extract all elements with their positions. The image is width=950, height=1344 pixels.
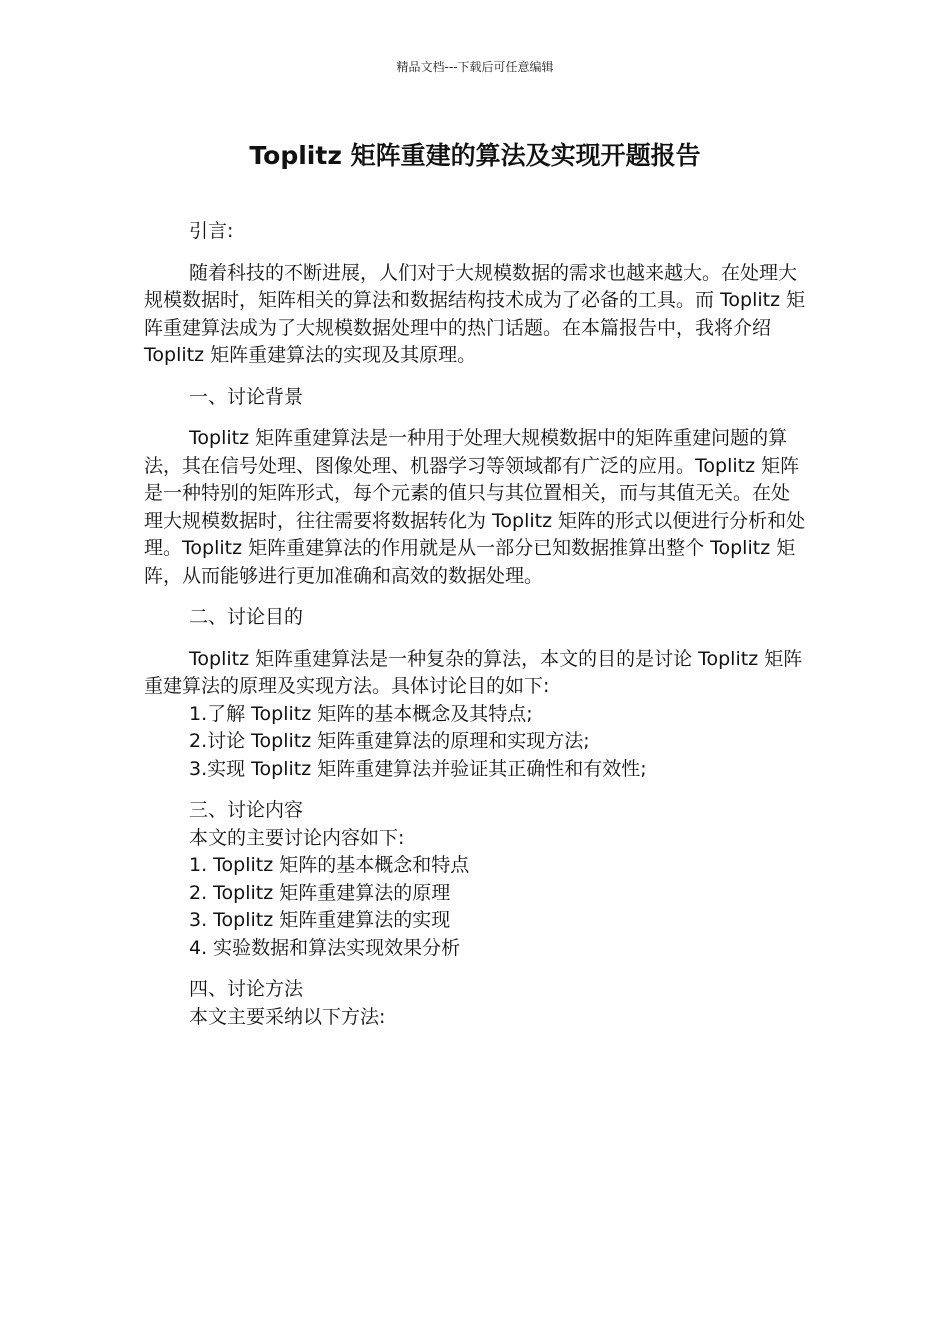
- section2-item: 1.了解 Toplitz 矩阵的基本概念及其特点;: [189, 702, 533, 725]
- section2-item: 2.讨论 Toplitz 矩阵重建算法的原理和实现方法;: [189, 730, 590, 752]
- page-header: 精品文档---下载后可任意编辑: [396, 60, 554, 74]
- document-body: [144, 218, 808, 1031]
- intro-paragraph: 随着科技的不断进展，人们对于大规模数据的需求也越来越大。在处理大规模数据时，矩阵相关的算法和数据结构技术成为了必备的工具。而 Toplitz 矩阵重建算法成为了大规模数据处理中的热门话题。在本篇报告中，我将介绍 Toplitz 矩阵重建算法的实现及其原理。: [144, 261, 806, 366]
- section2-heading: 二、讨论目的: [189, 606, 304, 628]
- section3-item: 3. Toplitz 矩阵重建算法的实现: [189, 909, 451, 931]
- section3-item: 2. Toplitz 矩阵重建算法的原理: [189, 881, 451, 904]
- section3-paragraph: 本文的主要讨论内容如下:: [189, 826, 405, 849]
- section2-item: 3.实现 Toplitz 矩阵重建算法并验证其正确性和有效性;: [189, 757, 647, 780]
- section4-heading: 四、讨论方法: [189, 978, 304, 1000]
- section1-paragraph: Toplitz 矩阵重建算法是一种用于处理大规模数据中的矩阵重建问题的算法，其在信号处理、图像处理、机器学习等领域都有广泛的应用。Toplitz 矩阵是一种特别的矩阵形式，每个元素的值只与其位置相关，而与其值无关。在处理大规模数据时，往往需要将数据转化为 Toplitz 矩阵的形式以便进行分析和处理。Toplitz 矩阵重建算法的作用就是从一部分已知数据推算出整个 Toplitz 矩阵，从而能够进行更加准确和高效的数据处理。: [144, 427, 806, 587]
- section4-paragraph: 本文主要采纳以下方法:: [189, 1005, 386, 1028]
- section3-item: 1. Toplitz 矩阵的基本概念和特点: [189, 854, 470, 876]
- section3-item: 4. 实验数据和算法实现效果分析: [189, 936, 461, 959]
- section2-paragraph: Toplitz 矩阵重建算法是一种复杂的算法，本文的目的是讨论 Toplitz 矩阵重建算法的原理及实现方法。具体讨论目的如下:: [144, 647, 803, 697]
- intro-heading: 引言:: [189, 220, 234, 242]
- document-title: Toplitz 矩阵重建的算法及实现开题报告: [249, 141, 701, 170]
- section1-heading: 一、讨论背景: [189, 385, 304, 408]
- section3-heading: 三、讨论内容: [189, 799, 304, 821]
